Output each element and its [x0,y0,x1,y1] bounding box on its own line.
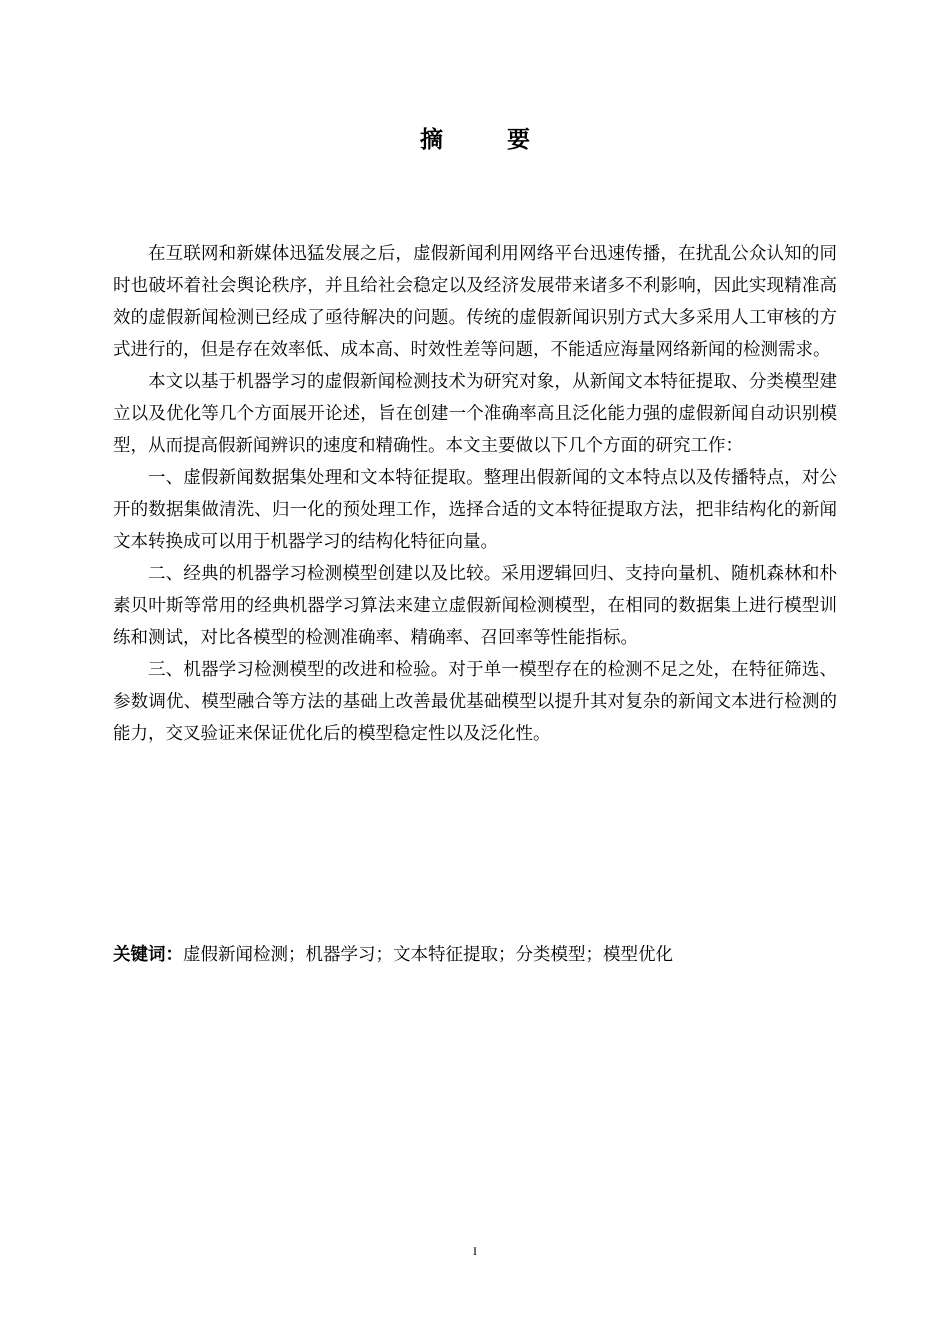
paragraph-background: 在互联网和新媒体迅猛发展之后，虚假新闻利用网络平台迅速传播，在扰乱公众认知的同时也破坏着社会舆论秩序，并且给社会稳定以及经济发展带来诸多不利影响，因此实现精准高效的虚假新闻检测已经成了亟待解决的问题。传统的虚假新闻识别方式大多采用人工审核的方式进行的，但是存在效率低、成本高、时效性差等问题，不能适应海量网络新闻的检测需求。 [113,244,837,360]
keywords-label: 关键词： [113,945,183,965]
page-number: I [473,1244,477,1258]
abstract-title: 摘 要 [419,127,558,153]
paragraph-research-object: 本文以基于机器学习的虚假新闻检测技术为研究对象，从新闻文本特征提取、分类模型建立以及优化等几个方面展开论述，旨在创建一个准确率高且泛化能力强的虚假新闻自动识别模型，从而提高假新闻辨识的速度和精确性。本文主要做以下几个方面的研究工作： [113,372,837,456]
keywords-text: 虚假新闻检测；机器学习；文本特征提取；分类模型；模型优化 [183,945,673,965]
paragraph-work-three: 三、机器学习检测模型的改进和检验。对于单一模型存在的检测不足之处，在特征筛选、参数调优、模型融合等方法的基础上改善最优基础模型以提升其对复杂的新闻文本进行检测的能力，交叉验证来保证优化后的模型稳定性以及泛化性。 [113,660,837,744]
paragraph-work-two: 二、经典的机器学习检测模型创建以及比较。采用逻辑回归、支持向量机、随机森林和朴素贝叶斯等常用的经典机器学习算法来建立虚假新闻检测模型，在相同的数据集上进行模型训练和测试，对比各模型的检测准确率、精确率、召回率等性能指标。 [113,564,837,648]
keywords-line [113,939,837,971]
paragraph-work-one: 一、虚假新闻数据集处理和文本特征提取。整理出假新闻的文本特点以及传播特点，对公开的数据集做清洗、归一化的预处理工作，选择合适的文本特征提取方法，把非结构化的新闻文本转换成可以用于机器学习的结构化特征向量。 [113,468,837,552]
abstract-body [113,238,837,750]
